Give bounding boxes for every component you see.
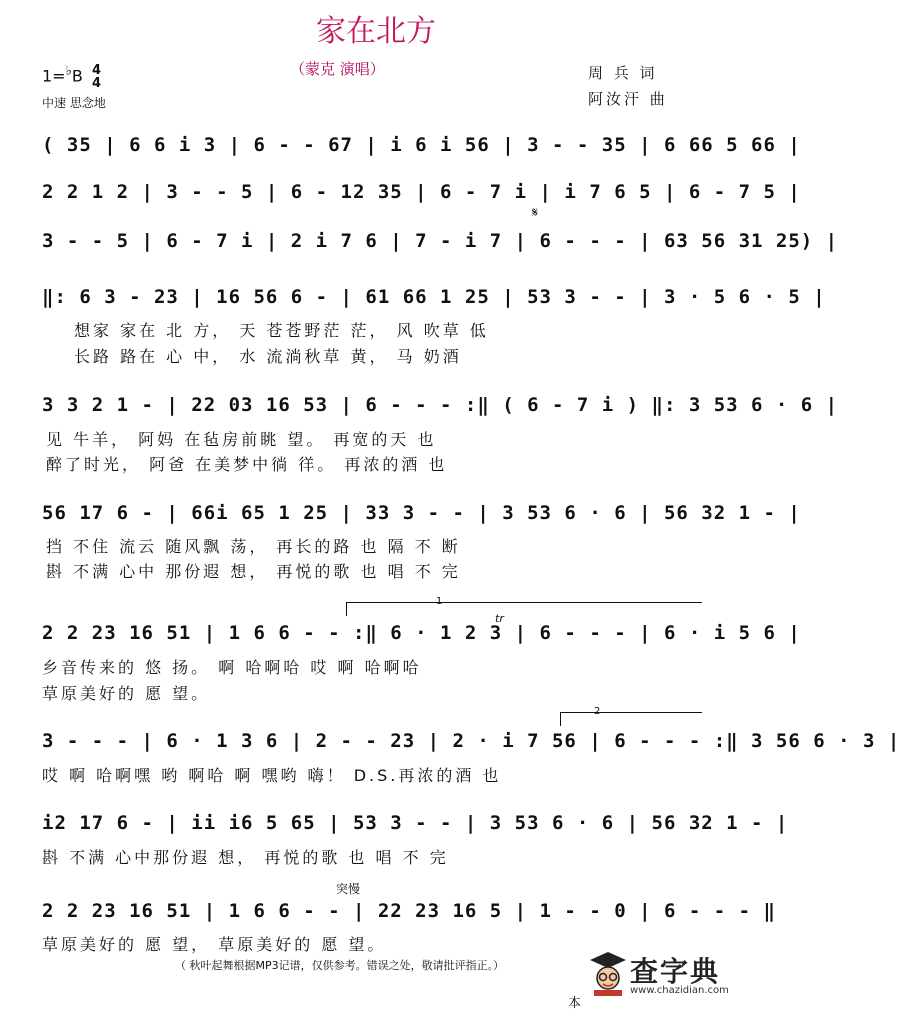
- volta-2-bracket-end: [560, 712, 561, 726]
- lyrics-line-6-verse-1: 挡 不住 流云 随风飘 荡， 再长的路 也 隔 不 断: [46, 537, 461, 556]
- segno-sign: 𝄋: [532, 205, 539, 221]
- credits: [588, 60, 668, 112]
- notation-line-3: 3 - - 5 | 6 - 7 i | 2 i 7 6 | 7 - i 7 | 6 - - - | 63 56 31 25) |: [42, 230, 839, 252]
- site-url: www.chazidian.com: [630, 985, 729, 996]
- tempo-marking: 中速 思念地: [42, 96, 106, 110]
- lyricist: 周 兵 词: [588, 64, 658, 82]
- lyrics-line-5-verse-1: 见 牛羊， 阿妈 在毡房前眺 望。 再宽的天 也: [46, 430, 437, 449]
- lyrics-line-7-verse-2: 草原美好的 愿 望。: [42, 684, 211, 703]
- time-signature: 4 4: [91, 63, 102, 91]
- notation-line-9: i2 17 6 - | ii i6 5 65 | 53 3 - - | 3 53 6 · 6 | 56 32 1 - |: [42, 812, 789, 834]
- singer: （蒙克 演唱）: [290, 60, 385, 78]
- notation-line-4: ‖: 6 3 - 23 | 16 56 6 - | 61 66 1 25 | 53 3 - - | 3 · 5 6 · 5 |: [42, 286, 826, 308]
- notation-line-1: ( 35 | 6 6 i 3 | 6 - - 67 | i 6 i 56 | 3 - - 35 | 6 66 5 66 |: [42, 134, 801, 156]
- song-title: 家在北方: [316, 14, 436, 49]
- volta-1-bracket-end: [346, 602, 347, 616]
- lyrics-line-9: 斟 不满 心中那份遐 想， 再悦的歌 也 唱 不 完: [42, 848, 449, 867]
- site-watermark-logo: [588, 948, 740, 998]
- notation-line-7: 2 2 23 16 51 | 1 6 6 - - :‖ 6 · 1 2 3 | 6 - - - | 6 · i 5 6 |: [42, 622, 801, 644]
- lyrics-line-6-verse-2: 斟 不满 心中 那份遐 想， 再悦的歌 也 唱 不 完: [46, 562, 461, 581]
- lyrics-line-7-verse-1: 乡音传来的 悠 扬。 啊 哈啊哈 哎 啊 哈啊哈: [42, 658, 422, 677]
- site-name: 查字典: [630, 955, 721, 988]
- tempo-change-marking: 突慢: [336, 882, 361, 896]
- lyrics-line-5-verse-2: 醉了时光， 阿爸 在美梦中徜 徉。 再浓的酒 也: [46, 455, 448, 474]
- scholar-icon: [588, 948, 628, 998]
- lyrics-line-4-verse-2: 长路 路在 心 中， 水 流淌秋草 黄， 马 奶酒: [74, 347, 462, 366]
- footnote: （ 秋叶起舞根据MP3记谱，仅供参考。错误之处，敬请批评指正。）: [175, 959, 505, 972]
- lyrics-line-4-verse-1: 想家 家在 北 方， 天 苍苍野茫 茫， 风 吹草 低: [74, 321, 489, 340]
- trill-marking: tr: [495, 612, 504, 625]
- notation-line-8: 3 - - - | 6 · 1 3 6 | 2 - - 23 | 2 · i 7 56 | 6 - - - :‖ 3 56 6 · 3 |: [42, 730, 900, 752]
- notation-line-2: 2 2 1 2 | 3 - - 5 | 6 - 12 35 | 6 - 7 i | i 7 6 5 | 6 - 7 5 |: [42, 181, 801, 203]
- key-prefix: 1=: [42, 66, 66, 86]
- volta-1-bracket: [346, 602, 702, 603]
- volta-2-bracket: [560, 712, 702, 713]
- key-note: B: [71, 66, 83, 86]
- key-flat: ♭: [65, 64, 72, 80]
- notation-line-10: 2 2 23 16 51 | 1 6 6 - - | 22 23 16 5 | 1 - - 0 | 6 - - - ‖: [42, 900, 776, 922]
- lyrics-line-8: 哎 啊 哈啊嘿 哟 啊哈 啊 嘿哟 嗨！ D.S.再浓的酒 也: [42, 766, 502, 785]
- notation-line-5: 3 3 2 1 - | 22 03 16 53 | 6 - - - :‖ ( 6 - 7 i ) ‖: 3 53 6 · 6 |: [42, 394, 839, 416]
- lyrics-line-10: 草原美好的 愿 望， 草原美好的 愿 望。: [42, 935, 387, 954]
- key-signature: [42, 64, 101, 90]
- notation-line-6: 56 17 6 - | 66i 65 1 25 | 33 3 - - | 3 53 6 · 6 | 56 32 1 - |: [42, 502, 801, 524]
- composer: 阿汝汗 曲: [588, 90, 668, 108]
- page-marker: 本: [568, 996, 582, 1011]
